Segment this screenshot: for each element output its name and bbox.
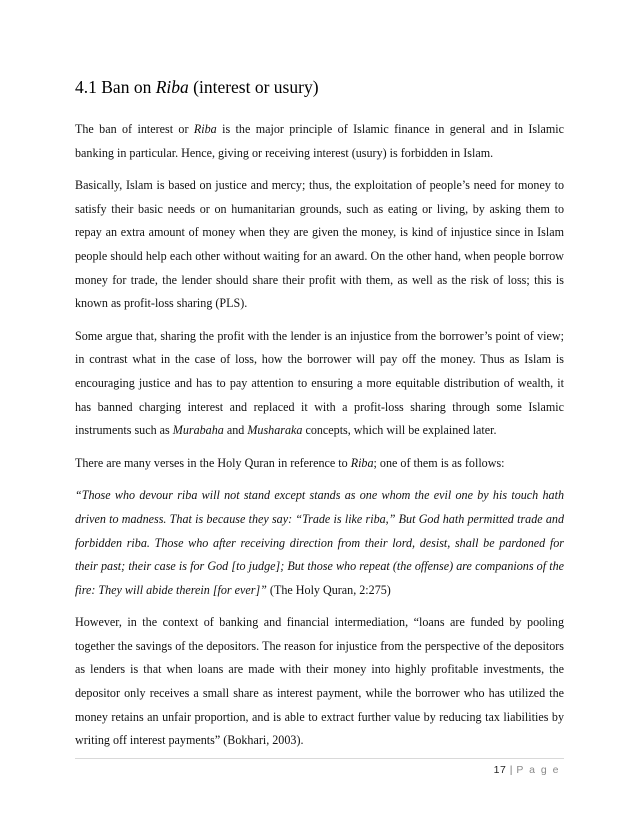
paragraph-1 bbox=[75, 118, 564, 165]
p3-text-b: concepts, which will be explained later. bbox=[302, 423, 497, 438]
heading-term: Riba bbox=[155, 77, 189, 97]
p1-riba-term: Riba bbox=[193, 122, 217, 136]
p3-text-a: Some argue that, sharing the profit with the lender is an injustice from the borrower’s point of view; in contrast what in the case of loss, how the borrower will pay off the money. Thus as Islam is encouraging justice and has to pay attention to ensuring a more equitable distribution of wealth, it has banned charging interest and replaced it with a profit-loss sharing through some Islamic instruments such as bbox=[75, 328, 564, 438]
page-number: 17 bbox=[493, 764, 507, 776]
quran-quote bbox=[75, 484, 564, 602]
paragraph-4 bbox=[75, 452, 564, 476]
p3-murabaha-term: Murabaha bbox=[172, 423, 224, 438]
section-heading bbox=[75, 76, 319, 98]
page-footer bbox=[494, 764, 560, 776]
page-label: P a g e bbox=[516, 764, 560, 776]
p3-musharaka-term: Musharaka bbox=[247, 423, 303, 438]
footer-divider bbox=[75, 758, 564, 759]
footer-separator: | bbox=[509, 764, 513, 776]
heading-rest: (interest or usury) bbox=[188, 77, 319, 97]
p4-text-a: There are many verses in the Holy Quran in reference to bbox=[75, 455, 351, 470]
p1-text-b: is the major principle of Islamic finance in general and in Islamic banking in particular. Hence, giving or receiving interest (usury) is forbidden in Islam. bbox=[75, 122, 564, 160]
paragraph-5: However, in the context of banking and financial intermediation, “loans are funded by pooling together the savings of the depositors. The reason for injustice from the perspective of the depositors as lenders is that when loans are made with their money into highly profitable investments, the depositor only receives a small share as interest payment, while the borrower who has utilized the money retains an unfair proportion, and is able to extract further value by reducing tax liabilities by writing off interest payments” (Bokhari, 2003). bbox=[75, 615, 564, 748]
p1-text-a: The ban of interest or bbox=[75, 122, 194, 136]
paragraph-3 bbox=[75, 325, 564, 443]
body-text bbox=[75, 118, 564, 762]
p4-text-b: ; one of them is as follows: bbox=[373, 455, 505, 470]
heading-number: 4.1 Ban on bbox=[75, 77, 156, 97]
quote-text: “Those who devour riba will not stand except stands as one whom the evil one by his touch hath driven to madness. That is because they say: “Trade is like riba,” But God hath permitted trade and forbidden riba. Those who after receiving direction from their lord, desist, shall be pardoned for their past; their case is for God [to judge]; But those who repeat (the offense) are companions of the fire: They will abide therein [for ever]” bbox=[75, 488, 564, 597]
paragraph-2: Basically, Islam is based on justice and mercy; thus, the exploitation of people’s need for money to satisfy their basic needs or on humanitarian grounds, such as eating or living, by asking them to repay an extra amount of money when they are given the money, is kind of injustice since in Islam people should help each other without waiting for an award. On the other hand, when people borrow money for trade, the lender should share their profit with them, as well as the risk of loss; this is known as profit-loss sharing (PLS). bbox=[75, 178, 564, 311]
quote-citation: (The Holy Quran, 2:275) bbox=[266, 582, 391, 597]
p4-riba-term: Riba bbox=[350, 455, 374, 470]
p3-text-and: and bbox=[223, 423, 248, 438]
